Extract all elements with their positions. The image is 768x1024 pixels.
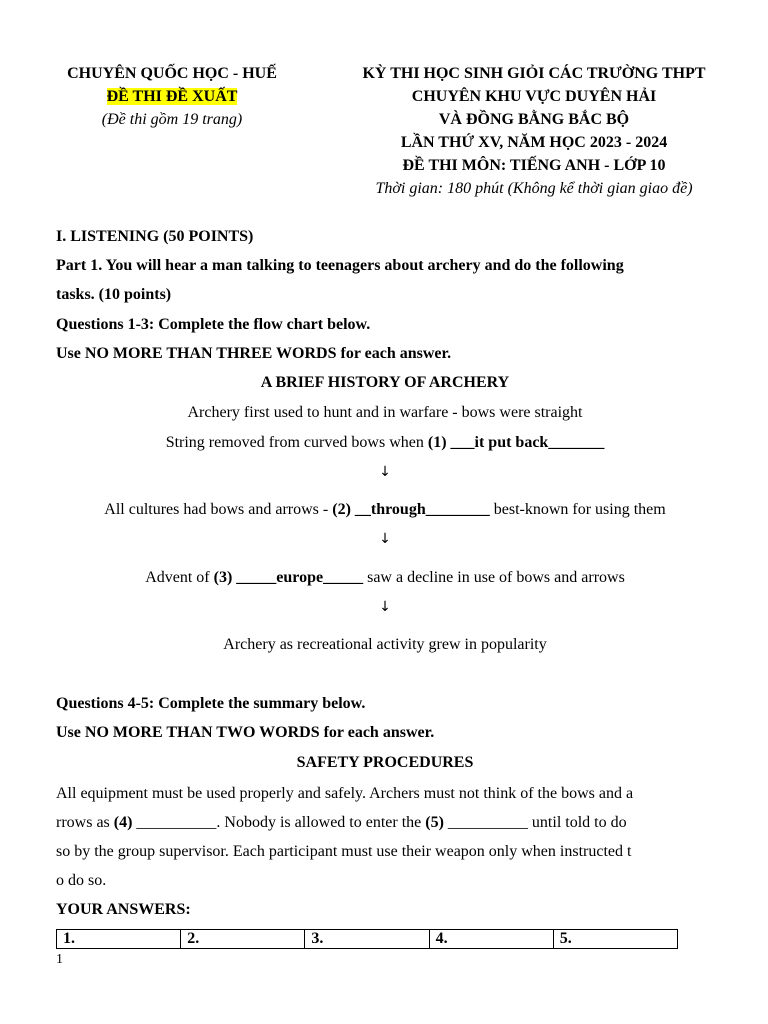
- exam-title-line2: CHUYÊN KHU VỰC DUYÊN HẢI: [411, 88, 657, 105]
- exam-duration: Thời gian: 180 phút (Không kể thời gian giao đề): [375, 180, 693, 197]
- questions-1-3-title: Questions 1-3: Complete the flow chart below.: [56, 316, 371, 333]
- questions-4-5-instruction: Use NO MORE THAN TWO WORDS for each answer.: [56, 724, 435, 741]
- answer-cell-3[interactable]: 3.: [305, 930, 429, 949]
- summary-line-4: o do so.: [56, 872, 107, 889]
- part1-instruction-line1: Part 1. You will hear a man talking to teenagers about archery and do the following: [56, 257, 624, 274]
- flow-step-5: Archery as recreational activity grew in popularity: [223, 636, 547, 653]
- answer-2-blank: (2) __through________: [332, 501, 490, 518]
- school-name: CHUYÊN QUỐC HỌC - HUẾ: [67, 65, 277, 82]
- flow-chart-heading: A BRIEF HISTORY OF ARCHERY: [260, 374, 510, 391]
- summary-line-2: rrows as (4) __________. Nobody is allowed to enter the (5) __________ until told to do: [56, 814, 627, 831]
- answer-table: [56, 929, 678, 949]
- answer-cell-5[interactable]: 5.: [553, 930, 677, 949]
- exam-title-line1: KỲ THI HỌC SINH GIỎI CÁC TRƯỜNG THPT: [362, 65, 706, 82]
- flow-step-4-text: Advent of: [145, 569, 214, 586]
- answer-5-number: (5): [425, 814, 444, 831]
- flow-step-1: Archery first used to hunt and in warfare - bows were straight: [187, 404, 583, 421]
- flow-step-3-tail: best-known for using them: [489, 501, 666, 518]
- flow-step-3-text: All cultures had bows and arrows -: [104, 501, 333, 518]
- flow-step-2-text: String removed from curved bows when: [165, 434, 428, 451]
- summary-line-1: All equipment must be used properly and safely. Archers must not think of the bows and a: [56, 785, 634, 802]
- down-arrow-icon: ↓: [379, 464, 391, 480]
- table-row: [57, 930, 678, 949]
- section-title: I. LISTENING (50 POINTS): [56, 228, 254, 245]
- proposed-exam-tag: ĐỀ THI ĐỀ XUẤT: [106, 88, 238, 105]
- flow-step-4-tail: saw a decline in use of bows and arrows: [363, 569, 625, 586]
- header-right: [332, 62, 736, 200]
- header-left: [40, 62, 304, 131]
- down-arrow-icon: ↓: [379, 599, 391, 615]
- flow-step-4: [40, 569, 730, 587]
- flow-step-3: [40, 501, 730, 519]
- safety-summary: [56, 779, 718, 895]
- page-number: 1: [56, 952, 63, 967]
- questions-1-3-instruction: Use NO MORE THAN THREE WORDS for each answer.: [56, 345, 452, 362]
- exam-title-line4: LẦN THỨ XV, NĂM HỌC 2023 - 2024: [400, 134, 668, 151]
- answer-3-blank: (3) _____europe_____: [213, 569, 364, 586]
- exam-title-line3: VÀ ĐỒNG BẰNG BẮC BỘ: [438, 111, 630, 128]
- answer-cell-1[interactable]: 1.: [57, 930, 181, 949]
- answer-1-blank: (1) ___it put back_______: [427, 434, 605, 451]
- down-arrow-icon: ↓: [379, 531, 391, 547]
- exam-subject: ĐỀ THI MÔN: TIẾNG ANH - LỚP 10: [402, 157, 666, 174]
- part1-instruction-line2: tasks. (10 points): [56, 286, 172, 303]
- summary-line-3: so by the group supervisor. Each participant must use their weapon only when instructed t: [56, 843, 632, 860]
- questions-4-5-title: Questions 4-5: Complete the summary below.: [56, 695, 366, 712]
- flow-step-2: [40, 434, 730, 452]
- safety-heading: SAFETY PROCEDURES: [296, 754, 474, 771]
- answer-4-number: (4): [113, 814, 133, 831]
- page-count-note: (Đề thi gồm 19 trang): [101, 111, 243, 128]
- your-answers-label: YOUR ANSWERS:: [56, 901, 191, 918]
- answer-cell-2[interactable]: 2.: [181, 930, 305, 949]
- answer-cell-4[interactable]: 4.: [429, 930, 553, 949]
